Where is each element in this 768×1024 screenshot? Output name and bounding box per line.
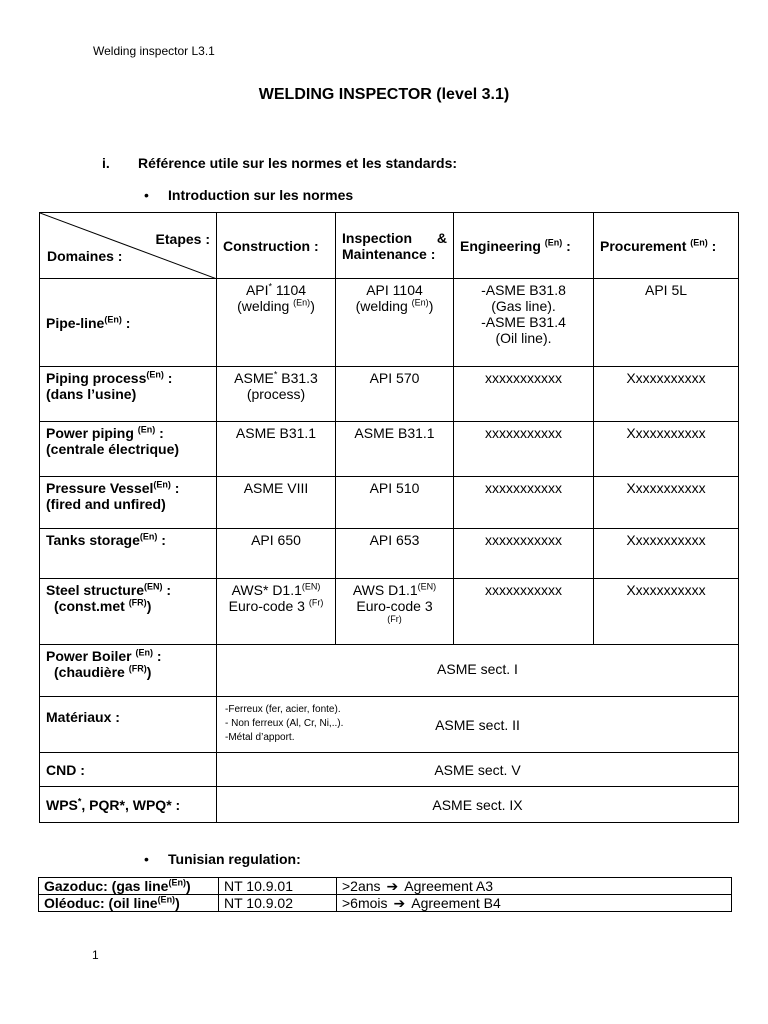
cell-text: 1104	[272, 282, 307, 298]
domain-line: (dans l’usine)	[46, 386, 137, 402]
domain-text: Power Boiler	[46, 648, 136, 664]
cell-text: (welding	[237, 298, 294, 314]
cell-inspection	[336, 279, 454, 367]
cell-construction: ASME B31.1	[217, 422, 336, 477]
reg-domain	[39, 895, 219, 912]
domain-line	[46, 664, 210, 680]
domain-text: Pressure Vessel	[46, 480, 154, 496]
cell-line	[223, 282, 329, 298]
cell-line	[223, 598, 329, 614]
cell-span-materiaux	[217, 697, 739, 753]
cell-sup: (EN)	[301, 581, 321, 592]
domain-sup: (En)	[104, 313, 122, 324]
header-procurement-sup: (En)	[690, 236, 708, 247]
domain-text: WPS	[46, 796, 78, 813]
domain-sup: (En)	[146, 369, 164, 380]
domain-end: :	[152, 648, 162, 664]
reg-text: )	[175, 895, 180, 911]
reg-text: )	[185, 878, 191, 894]
standards-table	[39, 212, 739, 823]
document-title: WELDING INSPECTOR (level 3.1)	[258, 86, 510, 103]
table-header-row	[40, 213, 739, 279]
cell-line	[342, 298, 447, 314]
cell-inspection: API 510	[336, 477, 454, 529]
reg-duration: >6mois	[342, 895, 388, 911]
domain-line	[46, 598, 210, 614]
domain-line: (fired and unfired)	[46, 496, 166, 512]
cell-engineering	[454, 279, 594, 367]
etapes-label: Etapes :	[155, 231, 210, 247]
header-procurement	[594, 213, 739, 279]
domain-text: Piping process	[46, 370, 147, 386]
domain-end: :	[162, 582, 172, 598]
domain-end: , PQR*, WPQ* :	[81, 796, 181, 813]
domain-end: :	[155, 425, 164, 441]
list-item: - Non ferreux (Al, Cr, Ni,..).	[225, 718, 344, 729]
cell-line: API 1104	[366, 282, 423, 298]
header-engineering-colon: :	[562, 237, 571, 254]
domain-sup: (FR)	[128, 663, 147, 674]
cell-line: -ASME B31.8	[481, 282, 566, 298]
domain-text: Power piping	[46, 425, 138, 441]
header-inspection	[336, 213, 454, 279]
cell-text: )	[428, 298, 434, 314]
cell-line: -ASME B31.4	[481, 314, 566, 330]
regulation-table	[38, 877, 732, 912]
cell-text: Euro-code 3	[228, 598, 309, 614]
cell-line: Euro-code 3	[356, 598, 433, 614]
table-row	[40, 787, 739, 823]
cell-construction: ASME VIII	[217, 477, 336, 529]
bullet-introduction	[144, 187, 353, 203]
domain-end: :	[157, 532, 166, 548]
domain-line	[46, 582, 210, 598]
cell-procurement: Xxxxxxxxxxx	[594, 422, 739, 477]
domain-sup: (EN)	[144, 581, 163, 592]
materials-list	[225, 703, 343, 745]
reg-code: NT 10.9.01	[219, 878, 337, 895]
domain-sup: *	[77, 795, 82, 806]
reg-sup: (En)	[157, 894, 176, 905]
arrow-right-icon: ➔	[393, 895, 406, 911]
bullet-text: Introduction sur les normes	[168, 187, 354, 203]
cell-text: ASME	[234, 370, 274, 386]
domain-line	[46, 370, 210, 386]
cell-span-wps: ASME sect. IX	[217, 787, 739, 823]
table-row	[40, 753, 739, 787]
domain-cnd: CND :	[40, 753, 217, 787]
header-engineering-sup: (En)	[544, 236, 563, 247]
header-inspection-amp: &	[436, 229, 447, 246]
page-number: 1	[92, 948, 99, 962]
cell-text: AWS* D1.1	[231, 582, 302, 598]
reg-code: NT 10.9.02	[219, 895, 337, 912]
cell-line	[223, 298, 329, 314]
cell-inspection: ASME B31.1	[336, 422, 454, 477]
table-row	[39, 878, 732, 895]
reg-sup: (En)	[168, 877, 186, 888]
domain-pressure-vessel	[40, 477, 217, 529]
cell-engineering: xxxxxxxxxxx	[454, 422, 594, 477]
cell-sup: *	[273, 369, 278, 380]
header-construction: Construction :	[217, 213, 336, 279]
cell-construction	[217, 579, 336, 645]
list-item: -Ferreux (fer, acier, fonte).	[225, 704, 341, 715]
domain-sup: (FR)	[128, 597, 147, 608]
table-row	[40, 422, 739, 477]
domaines-label: Domaines :	[47, 248, 123, 264]
domain-sup: (En)	[153, 479, 171, 490]
bullet-tunisian-regulation	[144, 851, 301, 867]
domain-piping	[40, 367, 217, 422]
cell-line: (Gas line).	[491, 298, 556, 314]
header-procurement-text: Procurement	[600, 237, 687, 254]
cell-construction: API 650	[217, 529, 336, 579]
header-engineering	[454, 213, 594, 279]
table-row	[40, 529, 739, 579]
cell-text: AWS D1.1	[352, 582, 418, 598]
header-inspection-b: Maintenance :	[342, 245, 436, 262]
cell-text: )	[310, 298, 315, 314]
reg-domain	[39, 878, 219, 895]
table-row	[40, 367, 739, 422]
domain-tanks	[40, 529, 217, 579]
header-procurement-colon: :	[707, 237, 717, 254]
cell-line	[223, 582, 329, 598]
cell-sup: *	[268, 281, 273, 292]
table-row	[40, 645, 739, 697]
domain-text: Tanks storage	[46, 532, 140, 548]
cell-engineering: xxxxxxxxxxx	[454, 529, 594, 579]
domain-sup: (En)	[137, 424, 156, 435]
cell-procurement: Xxxxxxxxxxx	[594, 529, 739, 579]
domain-text: (const.met	[54, 598, 129, 614]
cell-text: B31.3	[277, 370, 318, 386]
cell-sup: (Fr)	[308, 597, 324, 608]
cell-procurement: Xxxxxxxxxxx	[594, 579, 739, 645]
bullet-text: Tunisian regulation:	[168, 851, 301, 867]
domain-steel-structure	[40, 579, 217, 645]
header-inspection-a: Inspection	[342, 229, 413, 246]
cell-inspection: API 570	[336, 367, 454, 422]
domain-sup: (En)	[139, 531, 158, 542]
domain-line	[46, 480, 210, 496]
domain-end: :	[163, 370, 173, 386]
cell-text: ASME sect. II	[435, 716, 520, 733]
reg-agreement: Agreement B4	[411, 895, 501, 911]
table-row	[40, 579, 739, 645]
domain-text: Steel structure	[46, 582, 145, 598]
reg-text: Oléoduc: (oil line	[44, 895, 158, 911]
domain-power-piping	[40, 422, 217, 477]
domain-end: )	[146, 598, 152, 614]
domain-line	[46, 648, 210, 664]
table-row	[40, 697, 739, 753]
section-text: Référence utile sur les normes et les standards:	[138, 155, 458, 171]
section-number: i.	[102, 155, 110, 171]
corner-cell	[40, 213, 217, 279]
bullet-dot: •	[144, 851, 149, 867]
cell-span-boiler: ASME sect. I	[217, 645, 739, 697]
reg-duration: >2ans	[342, 878, 381, 894]
domain-end: :	[121, 314, 131, 331]
cell-span-cnd: ASME sect. V	[217, 753, 739, 787]
cell-line: (Oil line).	[495, 330, 552, 346]
list-item: -Métal d’apport.	[225, 732, 295, 743]
table-row	[40, 477, 739, 529]
cell-procurement: API 5L	[594, 279, 739, 367]
cell-inspection	[336, 579, 454, 645]
cell-construction	[217, 279, 336, 367]
cell-text: API	[245, 282, 269, 298]
reg-text: Gazoduc: (gas line	[44, 878, 169, 894]
domain-power-boiler	[40, 645, 217, 697]
domain-materiaux: Matériaux :	[40, 697, 217, 753]
cell-sup: (EN)	[417, 581, 437, 592]
header-engineering-text: Engineering	[460, 237, 541, 254]
cell-engineering: xxxxxxxxxxx	[454, 367, 594, 422]
cell-engineering: xxxxxxxxxxx	[454, 477, 594, 529]
section-heading	[102, 155, 457, 171]
reg-agreement: Agreement A3	[404, 878, 494, 894]
cell-line	[342, 582, 447, 598]
cell-engineering: xxxxxxxxxxx	[454, 579, 594, 645]
cell-line: (process)	[246, 386, 306, 402]
cell-procurement: Xxxxxxxxxxx	[594, 367, 739, 422]
cell-construction	[217, 367, 336, 422]
bullet-dot: •	[144, 187, 149, 203]
reg-rule	[337, 878, 732, 895]
domain-wps	[40, 787, 217, 823]
table-row	[40, 279, 739, 367]
domain-end: )	[146, 664, 152, 680]
cell-text: (welding	[355, 298, 412, 314]
domain-text: Pipe-line	[46, 314, 105, 331]
cell-sup: (En)	[293, 297, 311, 308]
domain-pipeline	[40, 279, 217, 367]
domain-end: :	[170, 480, 180, 496]
cell-inspection: API 653	[336, 529, 454, 579]
reg-rule	[337, 895, 732, 912]
cell-procurement: Xxxxxxxxxxx	[594, 477, 739, 529]
domain-text: (chaudière	[54, 664, 129, 680]
cell-note: (Fr)	[387, 614, 402, 624]
cell-line	[223, 370, 329, 386]
page-header: Welding inspector L3.1	[93, 44, 215, 58]
table-row	[39, 895, 732, 912]
cell-sup: (En)	[411, 297, 429, 308]
arrow-right-icon: ➔	[386, 878, 399, 894]
domain-line: (centrale électrique)	[46, 441, 180, 457]
domain-sup: (En)	[135, 647, 153, 658]
domain-line	[46, 425, 210, 441]
